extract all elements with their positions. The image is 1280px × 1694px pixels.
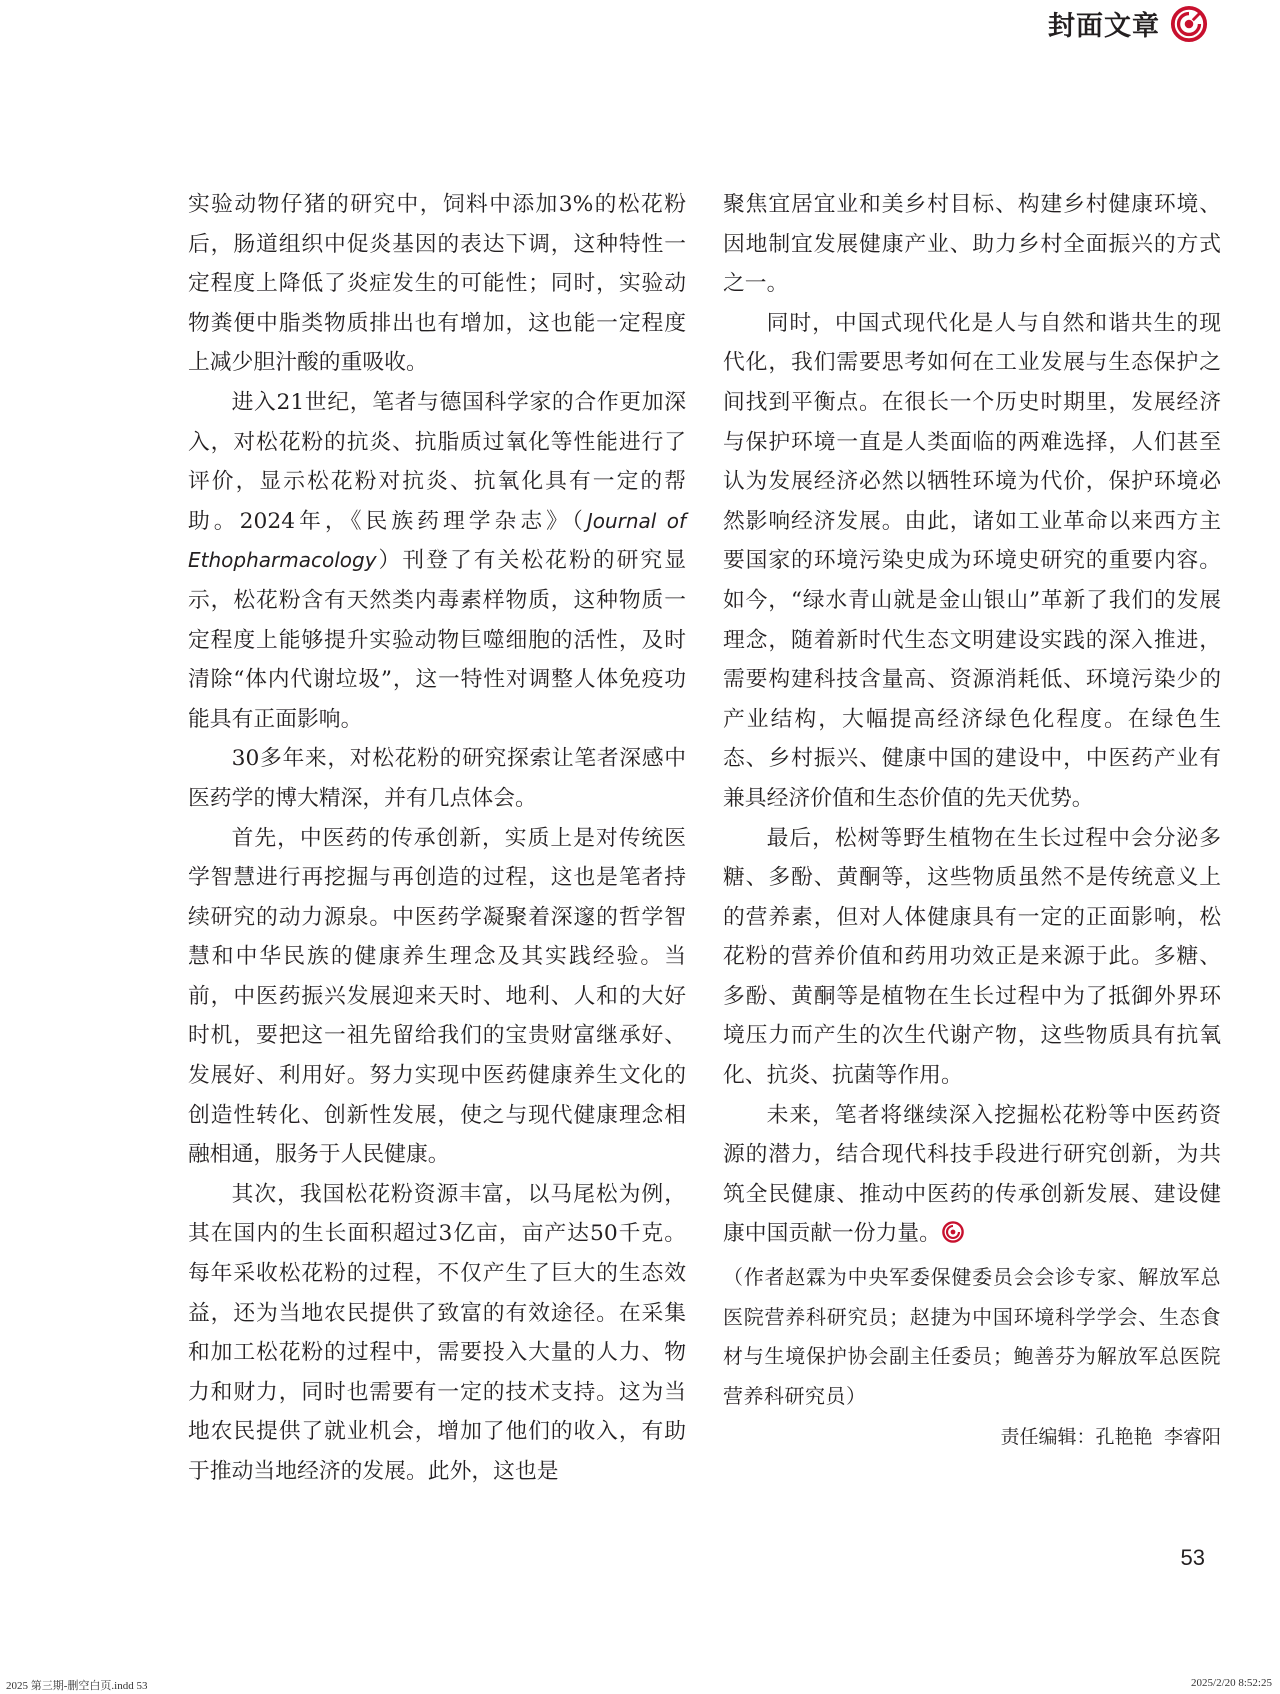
print-slug-file: 2025 第三期-删空白页.indd 53 [6,1680,148,1692]
left-paragraph-2-text-b: ）刊登了有关松花粉的研究显示，松花粉含有天然类内毒素样物质，这种物质一定程度上能够提升实验动物巨噬细胞的活性，及时清除“体内代谢垃圾”，这一特性对调整人体免疫功能具有正面影响。 [188,548,686,732]
right-paragraph-2: 同时，中国式现代化是人与自然和谐共生的现代化，我们需要思考如何在工业发展与生态保护之间找到平衡点。在很长一个历史时期里，发展经济与保护环境一直是人类面临的两难选择，人们甚至认为发展经济必然以牺牲环境为代价，保护环境必然影响经济发展。由此，诸如工业革命以来西方主要国家的环境污染史成为环境史研究的重要内容。如今，“绿水青山就是金山银山”革新了我们的发展理念，随着新时代生态文明建设实践的深入推进，需要构建科技含量高、资源消耗低、环境污染少的产业结构，大幅提高经济绿色化程度。在绿色生态、乡村振兴、健康中国的建设中，中医药产业有兼具经济价值和生态价值的先天优势。 [723,310,1221,811]
right-column [723,185,1221,1458]
left-column [188,185,686,1492]
left-paragraph-5: 其次，我国松花粉资源丰富，以马尾松为例，其在国内的生长面积超过3亿亩，亩产达50千克。每年采收松花粉的过程，不仅产生了巨大的生态效益，还为当地农民提供了致富的有效途径。在采集和加工松花粉的过程中，需要投入大量的人力、物力和财力，同时也需要有一定的技术支持。这为当地农民提供了就业机会，增加了他们的收入，有助于推动当地经济的发展。此外，这也是 [188,1181,686,1484]
end-of-article-mark-icon [941,1220,965,1244]
journal-title: Journal of Ethopharmacology [188,508,686,573]
right-paragraph-4-text: 未来，笔者将继续深入挖掘松花粉等中医药资源的潜力，结合现代科技手段进行研究创新，为共筑全民健康、推动中医药的传承创新发展、建设健康中国贡献一份力量。 [723,1102,1221,1247]
responsible-editor: 责任编辑：孔艳艳 李睿阳 [1000,1426,1221,1449]
left-paragraph-2-text-a: 进入21世纪，笔者与德国科学家的合作更加深入，对松花粉的抗炎、抗脂质过氧化等性能进行了评价，显示松花粉对抗炎、抗氧化具有一定的帮助。2024年，《民族药理学杂志》（ [188,389,686,534]
left-paragraph-2 [188,383,686,739]
left-paragraph-1: 实验动物仔猪的研究中，饲料中添加3%的松花粉后，肠道组织中促炎基因的表达下调，这种特性一定程度上降低了炎症发生的可能性；同时，实验动物粪便中脂类物质排出也有增加，这也能一定程度上减少胆汁酸的重吸收。 [188,192,686,376]
print-slug-timestamp: 2025/2/20 8:52:25 [1191,1677,1272,1689]
right-paragraph-1: 聚焦宜居宜业和美乡村目标、构建乡村健康环境、因地制宜发展健康产业、助力乡村全面振兴的方式之一。 [723,192,1221,297]
page-header [1048,4,1208,43]
page-number: 53 [1180,1545,1205,1570]
right-paragraph-4 [723,1096,1221,1254]
magazine-swirl-logo-icon [1170,5,1208,43]
left-paragraph-4: 首先，中医药的传承创新，实质上是对传统医学智慧进行再挖掘与再创造的过程，这也是笔者持续研究的动力源泉。中医药学凝聚着深邃的哲学智慧和中华民族的健康养生理念及其实践经验。当前，中医药振兴发展迎来天时、地利、人和的大好时机，要把这一祖先留给我们的宝贵财富继承好、发展好、利用好。努力实现中医药健康养生文化的创造性转化、创新性发展，使之与现代健康理念相融相通，服务于人民健康。 [188,825,686,1168]
author-note: （作者赵霖为中央军委保健委员会会诊专家、解放军总医院营养科研究员；赵捷为中国环境科学学会、生态食材与生境保护协会副主任委员；鲍善芬为解放军总医院营养科研究员） [723,1265,1221,1408]
right-paragraph-3: 最后，松树等野生植物在生长过程中会分泌多糖、多酚、黄酮等，这些物质虽然不是传统意义上的营养素，但对人体健康具有一定的正面影响，松花粉的营养价值和药用功效正是来源于此。多糖、多酚、黄酮等是植物在生长过程中为了抵御外界环境压力而产生的次生代谢产物，这些物质具有抗氧化、抗炎、抗菌等作用。 [723,825,1221,1089]
section-title: 封面文章 [1048,11,1160,42]
left-paragraph-3: 30多年来，对松花粉的研究探索让笔者深感中医药学的博大精深，并有几点体会。 [188,746,686,811]
